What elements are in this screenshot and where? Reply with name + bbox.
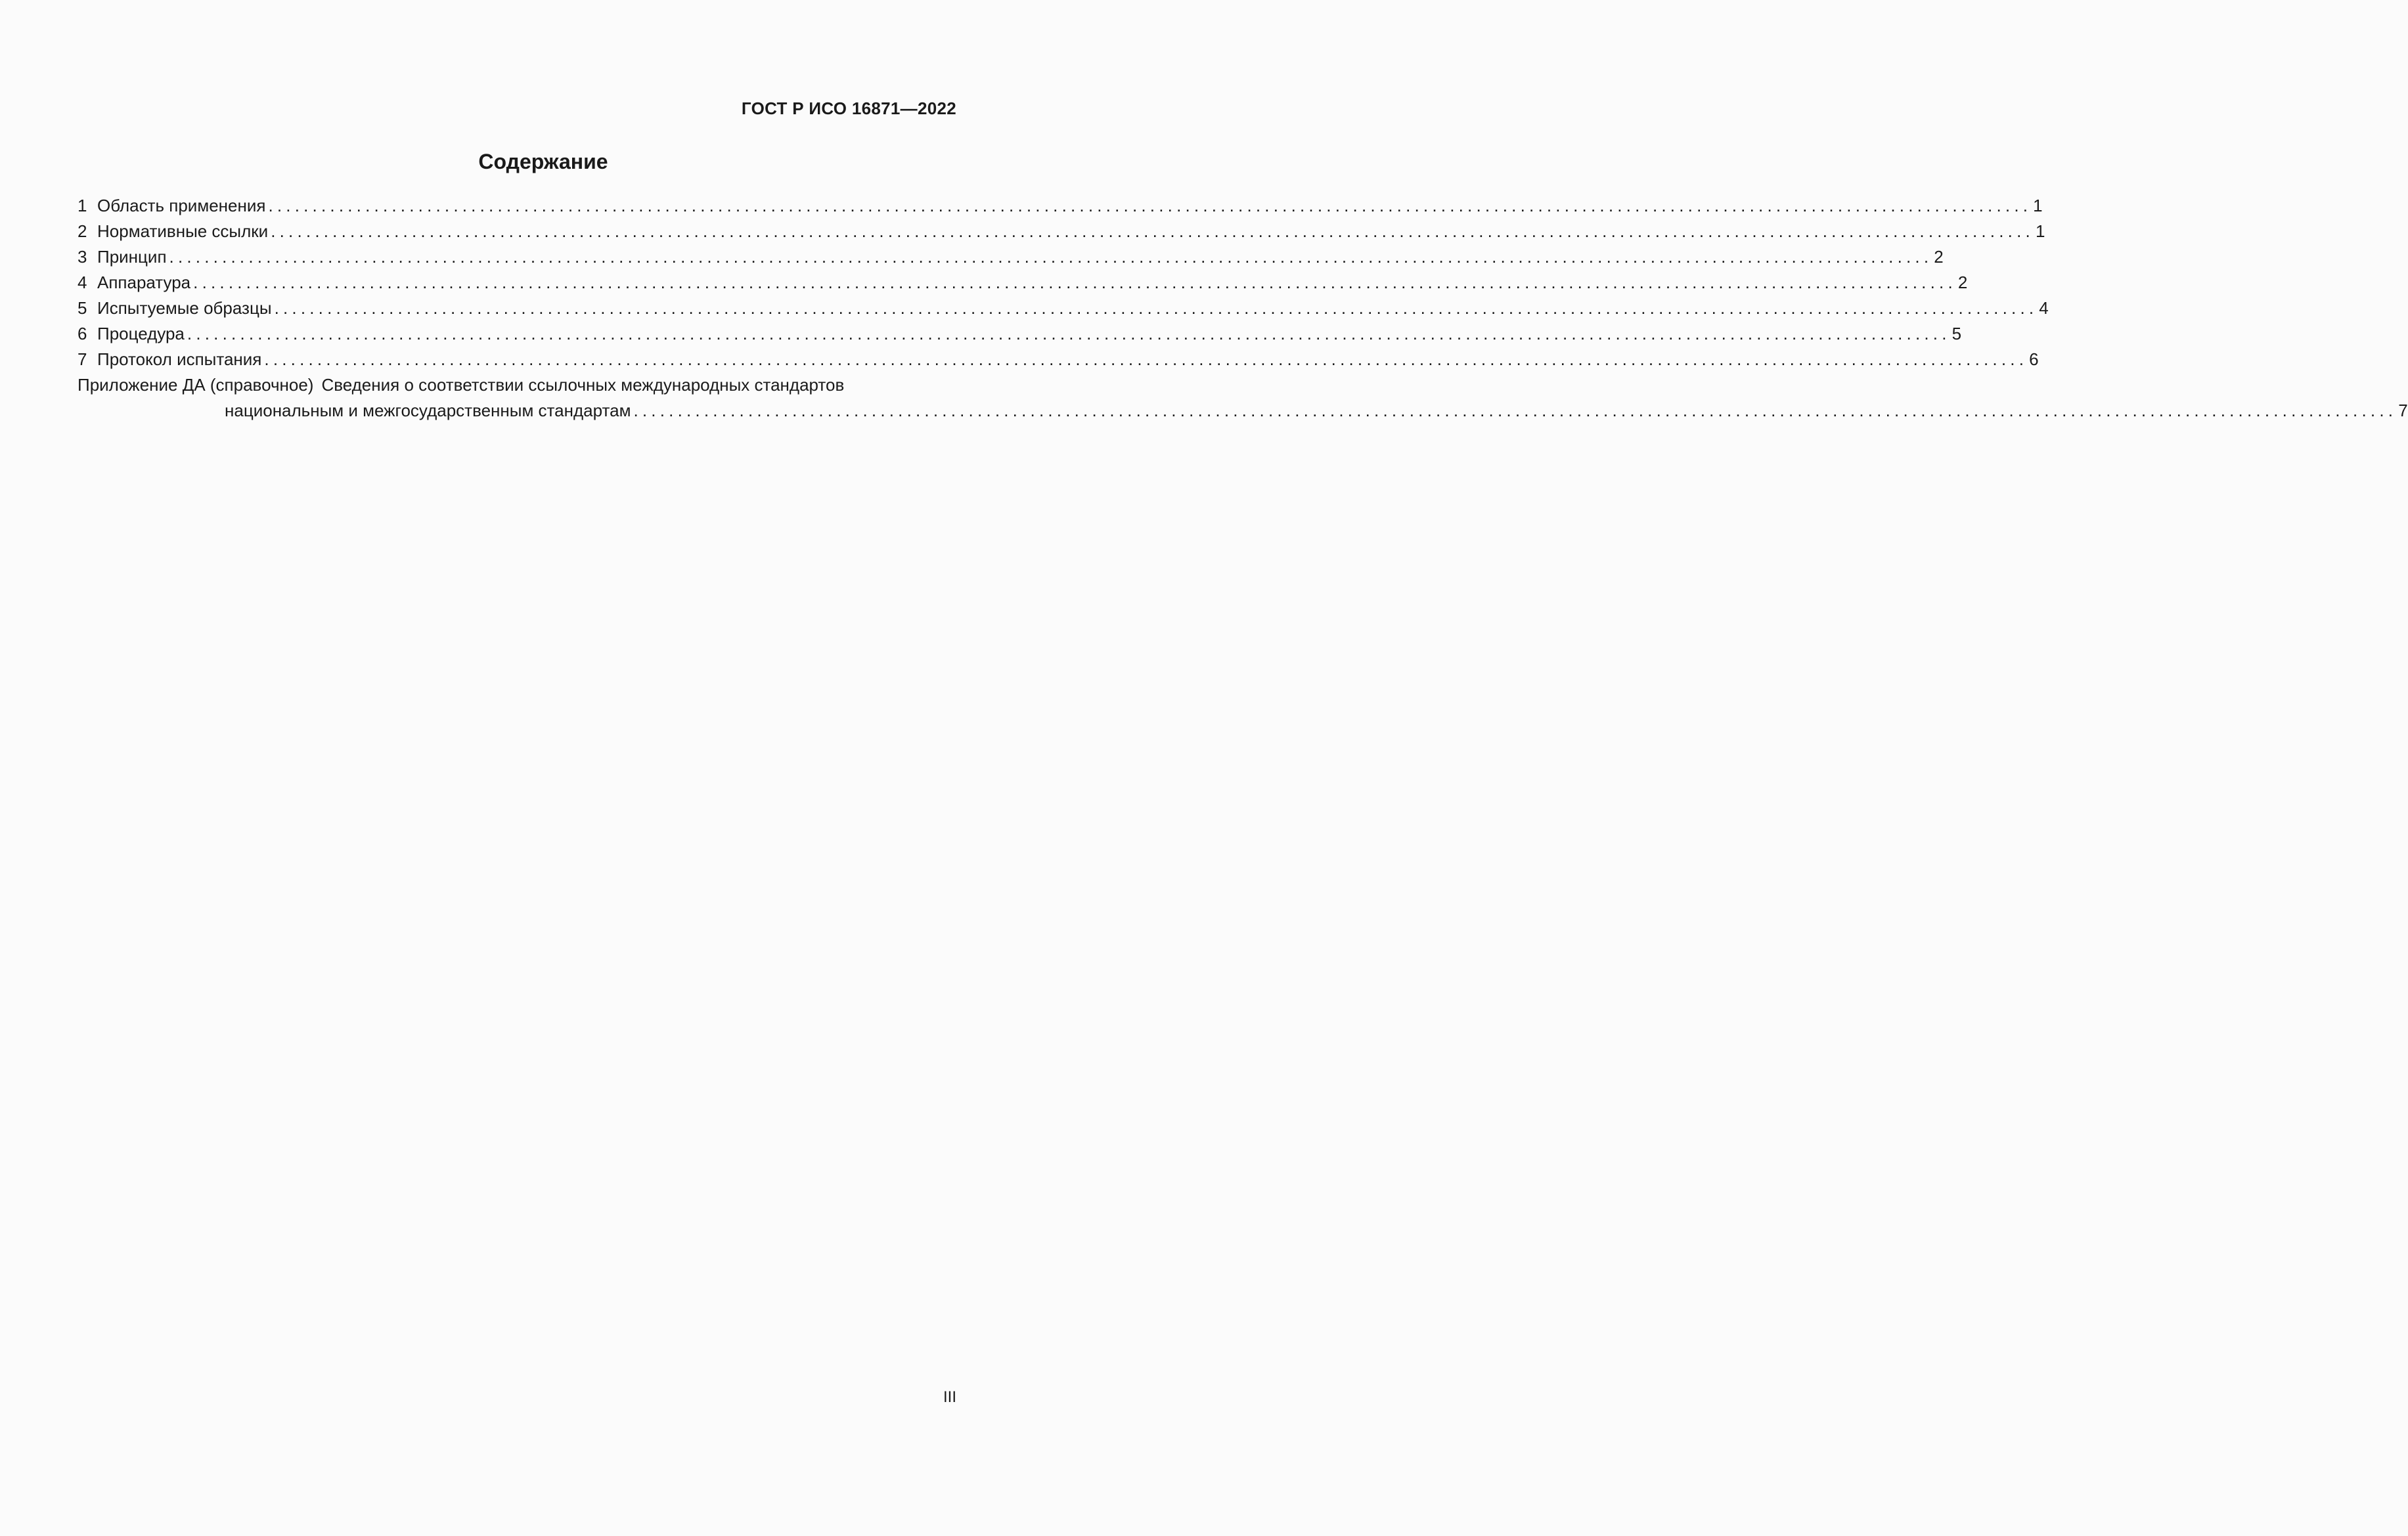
toc-entry-page: 7 [2398,401,2408,420]
toc-leader-dots: ........................................................................................................................................................................................................ [274,298,2038,318]
table-of-contents [78,193,2408,424]
standard-code: ГОСТ Р ИСО 16871—2022 [741,99,956,118]
toc-entry-label: Испытуемые образцы [97,298,272,318]
toc-leader-dots: ........................................................................................................................................................................................................ [187,324,1951,343]
toc-leader-dots: ........................................................................................................................................................................................................ [271,221,2034,241]
toc-entry-annex[interactable] [78,372,2408,424]
toc-leader-dots: ........................................................................................................................................................................................................ [193,273,1957,292]
page-number: III [943,1388,956,1406]
toc-entry-page: 1 [2035,221,2045,241]
toc-entry-number: 4 [78,273,87,292]
toc-entry-4[interactable] [78,270,1968,296]
annex-label: Приложение ДА (справочное) [78,375,314,395]
toc-entry-number: 1 [78,196,87,215]
toc-entry-page: 2 [1934,247,1944,267]
toc-entry-2[interactable] [78,219,2045,244]
toc-entry-page: 5 [1951,324,1962,343]
toc-entry-label: Принцип [97,247,167,267]
toc-entry-page: 4 [2039,298,2049,318]
toc-entry-label: Нормативные ссылки [97,221,269,241]
annex-heading-line [78,372,956,398]
toc-entry-number: 5 [78,298,87,318]
toc-entry-number: 6 [78,324,87,343]
toc-entry-number: 2 [78,221,87,241]
toc-entry-page: 2 [1957,273,1968,292]
toc-entry-page: 1 [2033,196,2043,215]
toc-entry-7[interactable] [78,347,2039,372]
toc-entry-3[interactable] [78,244,1944,270]
toc-leader-dots: ........................................................................................................................................................................................................ [268,196,2032,215]
annex-title-line2: национальным и межгосударственным стандартам [225,401,631,420]
toc-entry-label: Протокол испытания [97,349,262,369]
toc-entry-label: Аппаратура [97,273,191,292]
annex-continuation-line [78,398,2408,424]
toc-entry-label: Область применения [97,196,266,215]
toc-entry-5[interactable] [78,296,2049,321]
toc-entry-number: 3 [78,247,87,267]
annex-title-line1: Сведения о соответствии ссылочных международных стандартов [321,375,845,395]
toc-entry-1[interactable] [78,193,2043,219]
toc-entry-6[interactable] [78,321,1962,347]
toc-leader-dots: ........................................................................................................................................................................................................ [264,349,2028,369]
toc-entry-label: Процедура [97,324,185,343]
toc-title: Содержание [478,150,608,173]
toc-leader-dots: ........................................................................................................................................................................................................ [633,401,2397,420]
toc-entry-page: 6 [2029,349,2039,369]
toc-entry-number: 7 [78,349,87,369]
toc-leader-dots: ........................................................................................................................................................................................................ [169,247,1933,267]
